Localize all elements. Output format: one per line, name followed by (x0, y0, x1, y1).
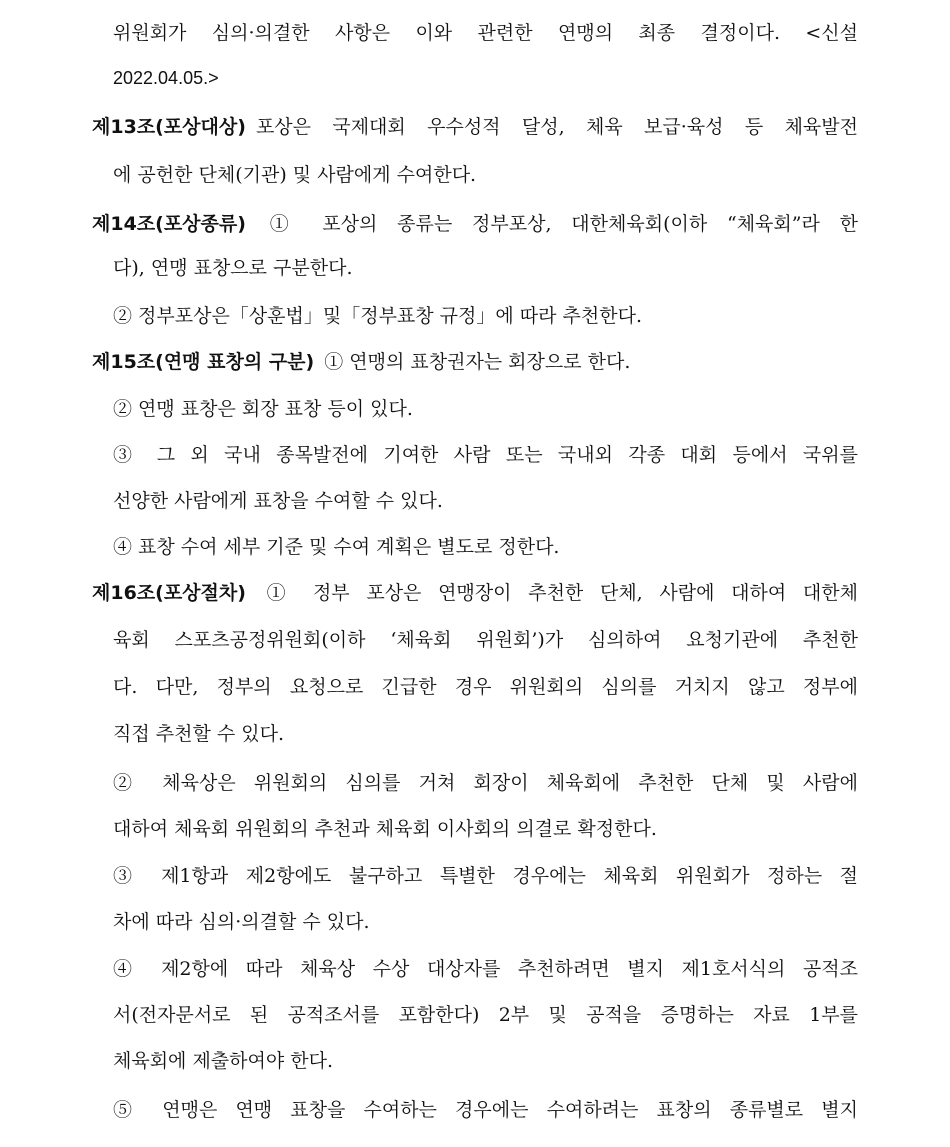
article-heading: 제16조(포상절차) (92, 582, 246, 604)
line-text: 다. 다만, 정부의 요청으로 긴급한 경우 위원회의 심의를 거치지 않고 정부에 (113, 676, 858, 698)
text-line (113, 58, 858, 98)
article-14-line (92, 204, 858, 244)
line-text: 포상은 국제대회 우수성적 달성, 체육 보급·육성 등 체육발전 (255, 116, 858, 138)
text-line (113, 809, 858, 849)
text-line (113, 667, 858, 707)
line-text: 대하여 체육회 위원회의 추천과 체육회 이사회의 의결로 확정한다. (113, 818, 657, 840)
text-line (113, 296, 858, 336)
line-text: ① 연맹의 표창권자는 회장으로 한다. (324, 351, 631, 373)
article-13-line (92, 107, 858, 147)
text-line (113, 481, 858, 521)
line-text: 육회 스포츠공정위원회(이하 ‘체육회 위원회’)가 심의하여 요청기관에 추천한 (113, 629, 858, 651)
line-text: ② 정부포상은「상훈법」및「정부표창 규정」에 따라 추천한다. (113, 305, 642, 327)
text-line (113, 1041, 858, 1081)
line-text: ⑤ 연맹은 연맹 표창을 수여하는 경우에는 수여하려는 표창의 종류별로 별지 (113, 1099, 858, 1121)
line-text: 직접 추천할 수 있다. (113, 723, 284, 745)
line-text: 에 공헌한 단체(기관) 및 사람에게 수여한다. (113, 164, 477, 186)
article-16-line (92, 573, 858, 613)
line-text: 차에 따라 심의·의결할 수 있다. (113, 911, 370, 933)
article-heading: 제13조(포상대상) (92, 116, 246, 138)
text-line (113, 435, 858, 475)
text-line (113, 620, 858, 660)
line-text: ④ 제2항에 따라 체육상 수상 대상자를 추천하려면 별지 제1호서식의 공적조 (113, 958, 858, 980)
text-line (113, 248, 858, 288)
text-line (113, 155, 858, 195)
line-text: ① 정부 포상은 연맹장이 추천한 단체, 사람에 대하여 대한체 (255, 582, 858, 604)
text-line (113, 856, 858, 896)
line-text: 체육회에 제출하여야 한다. (113, 1050, 334, 1072)
line-text: 서(전자문서로 된 공적조서를 포함한다) 2부 및 공적을 증명하는 자료 1부를 (113, 1004, 858, 1026)
text-line (113, 995, 858, 1035)
text-line (113, 527, 858, 567)
text-line (113, 13, 858, 53)
article-15-line (92, 342, 858, 382)
text-line (113, 949, 858, 989)
line-text: ② 체육상은 위원회의 심의를 거쳐 회장이 체육회에 추천한 단체 및 사람에 (113, 772, 858, 794)
line-text: ② 연맹 표창은 회장 표창 등이 있다. (113, 398, 413, 420)
article-heading: 제15조(연맹 표창의 구분) (92, 351, 315, 373)
line-text: ③ 그 외 국내 종목발전에 기여한 사람 또는 국내외 각종 대회 등에서 국위를 (113, 444, 858, 466)
article-heading: 제14조(포상종류) (92, 213, 246, 235)
line-text: ① 포상의 종류는 정부포상, 대한체육회(이하 “체육회”라 한 (255, 213, 858, 235)
text-line (113, 1090, 858, 1130)
line-text: ④ 표창 수여 세부 기준 및 수여 계획은 별도로 정한다. (113, 536, 560, 558)
line-text: 위원회가 심의·의결한 사항은 이와 관련한 연맹의 최종 결정이다. <신설 (113, 22, 858, 44)
line-text: 선양한 사람에게 표창을 수여할 수 있다. (113, 490, 443, 512)
line-text: ③ 제1항과 제2항에도 불구하고 특별한 경우에는 체육회 위원회가 정하는 절 (113, 865, 858, 887)
text-line (113, 902, 858, 942)
text-line (113, 389, 858, 429)
text-line (113, 763, 858, 803)
line-text: 다), 연맹 표창으로 구분한다. (113, 257, 353, 279)
text-line (113, 714, 858, 754)
line-text: 2022.04.05.> (113, 68, 219, 88)
